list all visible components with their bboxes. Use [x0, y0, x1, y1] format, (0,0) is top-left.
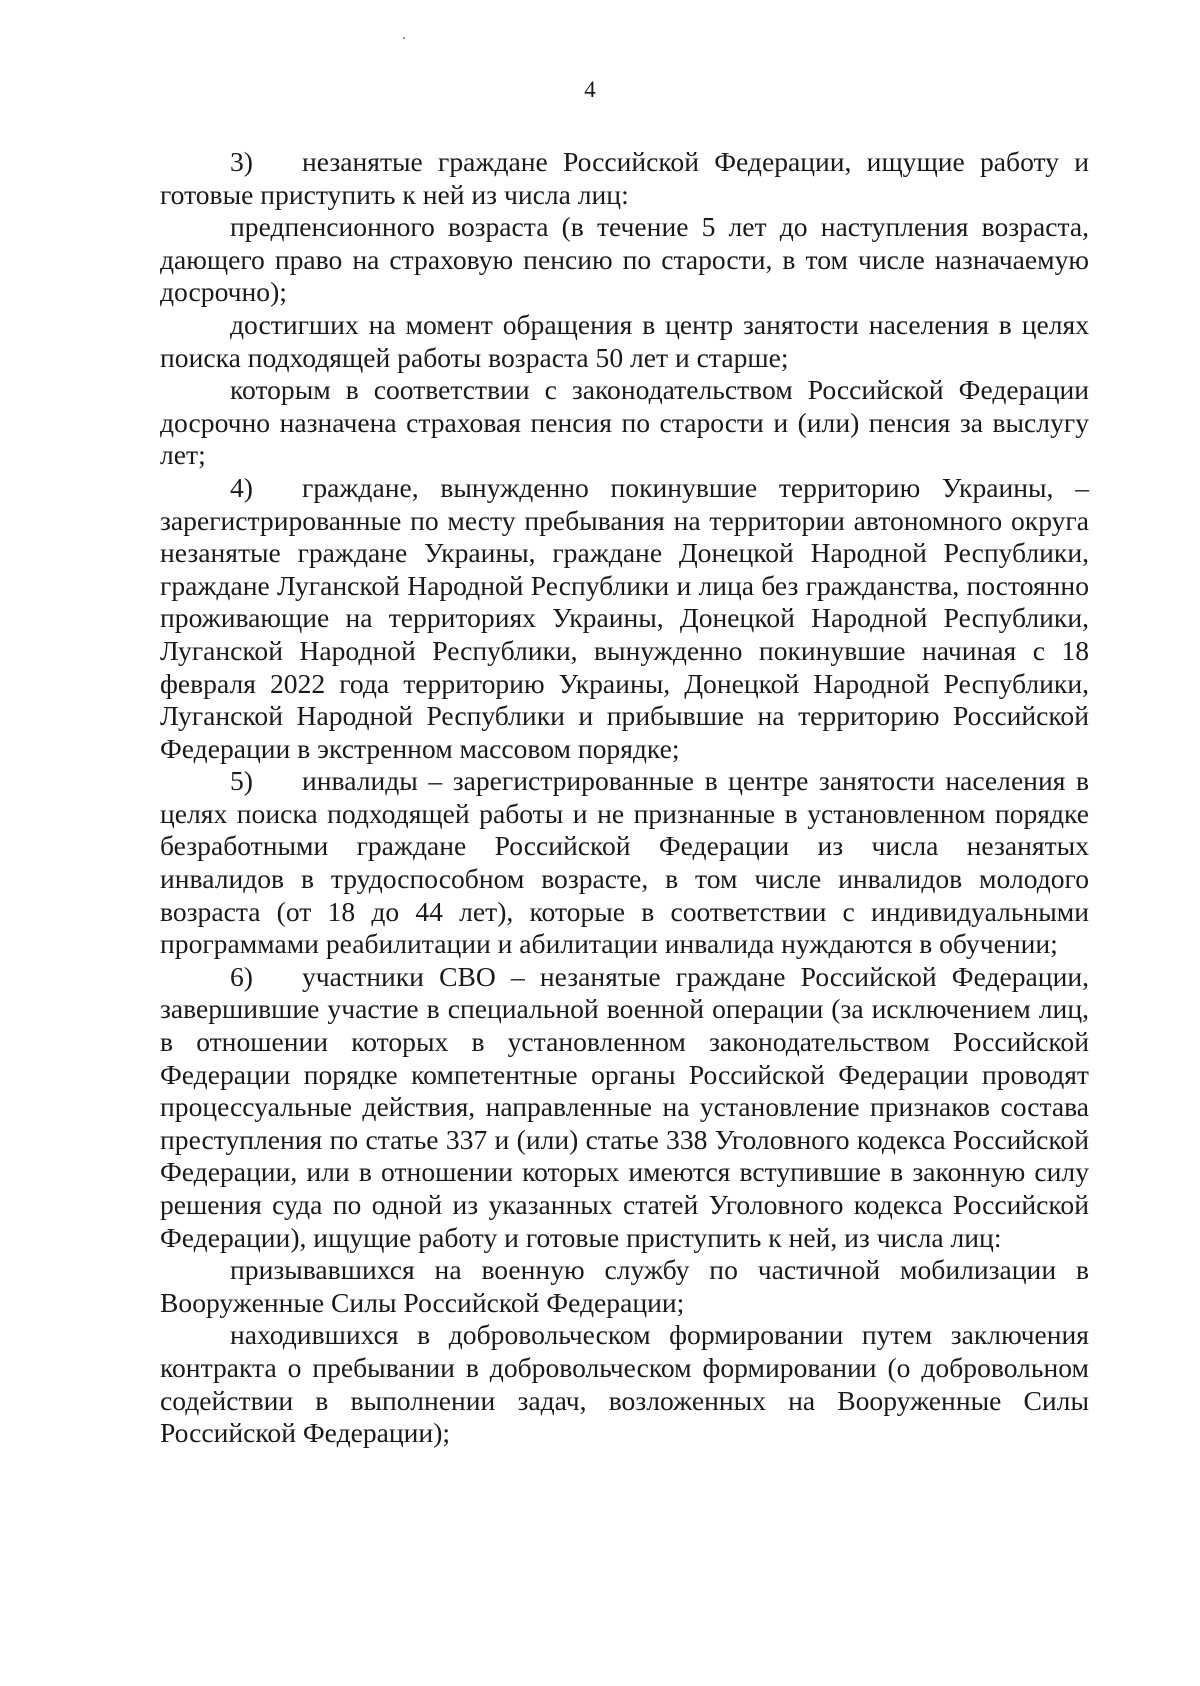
- paragraph-text: незанятые граждане Российской Федерации, ищущие работу и готовые приступить к ней из числа лиц:: [160, 146, 1089, 210]
- paragraph-text: граждане, вынужденно покинувшие территорию Украины, – зарегистрированные по месту пребывания на территории автономного округа незанятые граждане Украины, граждане Донецкой Народной Республики, граждане Луганской Народной Республики и лица без гражданства, постоянно проживающие на территориях Украины, Донецкой Народной Республики, Луганской Народной Республики, вынужденно покинувшие начиная с 18 февраля 2022 года территорию Украины, Донецкой Народной Республики, Луганской Народной Республики и прибывшие на территорию Российской Федерации в экстренном массовом порядке;: [160, 471, 1089, 764]
- paragraph-text: которым в соответствии с законодательством Российской Федерации досрочно назначена страховая пенсия по старости и (или) пенсия за выслугу лет;: [160, 374, 1089, 471]
- document-body: [160, 146, 1089, 1450]
- paragraph: [160, 309, 1089, 374]
- paragraph-text: предпенсионного возраста (в течение 5 лет до наступления возраста, дающего право на страховую пенсию по старости, в том числе назначаемую досрочно);: [160, 211, 1089, 308]
- paragraph: [160, 472, 1089, 765]
- paragraph: [160, 1319, 1089, 1449]
- paragraph-text: участники СВО – незанятые граждане Российской Федерации, завершившие участие в специальной военной операции (за исключением лиц, в отношении которых в установленном законодательством Российской Федерации порядке компетентные органы Российской Федерации проводят процессуальные действия, направленные на установление признаков состава преступления по статье 337 и (или) статье 338 Уголовного кодекса Российской Федерации, или в отношении которых имеются вступившие в законную силу решения суда по одной из указанных статей Уголовного кодекса Российской Федерации), ищущие работу и готовые приступить к ней, из числа лиц:: [160, 960, 1089, 1253]
- item-number: 5): [230, 765, 253, 797]
- scan-speck: [403, 37, 405, 39]
- item-number: 3): [230, 146, 253, 177]
- paragraph: [160, 961, 1089, 1254]
- page-number: 4: [584, 77, 596, 102]
- item-number: 6): [230, 960, 253, 992]
- item-number: 4): [230, 471, 253, 503]
- paragraph: [160, 146, 1089, 211]
- paragraph: [160, 765, 1089, 961]
- paragraph: [160, 211, 1089, 309]
- paragraph-text: призывавшихся на военную службу по частичной мобилизации в Вооруженные Силы Российской Федерации;: [160, 1254, 1089, 1318]
- paragraph: [160, 374, 1089, 472]
- paragraph: [160, 1254, 1089, 1319]
- paragraph-text: достигших на момент обращения в центр занятости населения в целях поиска подходящей работы возраста 50 лет и старше;: [160, 308, 1089, 373]
- paragraph-text: инвалиды – зарегистрированные в центре занятости населения в целях поиска подходящей работы и не признанные в установленном порядке безработными граждане Российской Федерации из числа незанятых инвалидов в трудоспособном возрасте, в том числе инвалидов молодого возраста (от 18 до 44 лет), которые в соответствии с индивидуальными программами реабилитации и абилитации инвалида нуждаются в обучении;: [160, 765, 1089, 960]
- paragraph-text: находившихся в добровольческом формировании путем заключения контракта о пребывании в добровольческом формировании (о добровольном содействии в выполнении задач, возложенных на Вооруженные Силы Российской Федерации);: [160, 1319, 1089, 1449]
